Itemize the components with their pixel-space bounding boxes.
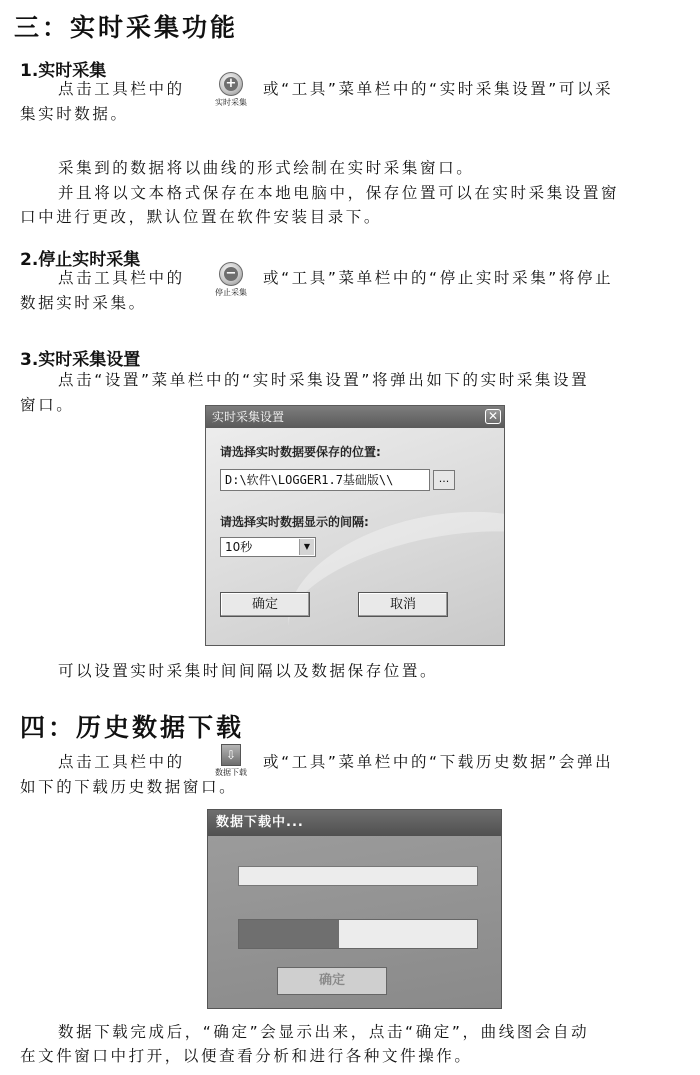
cancel-button[interactable]: 取消	[358, 592, 448, 617]
interval-value: 10秒	[225, 540, 253, 554]
para-stop-line1-end: 或“工具”菜单栏中的“停止实时采集”将停止	[263, 269, 614, 287]
chevron-down-icon[interactable]: ▼	[299, 539, 314, 555]
plus-icon: +	[219, 72, 243, 96]
close-icon[interactable]: ✕	[485, 409, 501, 424]
section-4-title: 四：历史数据下载	[20, 713, 245, 742]
ok-button[interactable]: 确定	[220, 592, 310, 617]
para-download-line1-end: 或“工具”菜单栏中的“下载历史数据”会弹出	[263, 753, 614, 771]
minus-icon: −	[219, 262, 243, 286]
para-settings-summary: 可以设置实时采集时间间隔以及数据保存位置。	[58, 662, 439, 680]
para-save-location-line2: 口中进行更改，默认位置在软件安装目录下。	[20, 208, 383, 226]
para-after-download-line1: 数据下载完成后，“确定”会显示出来，点击“确定”，曲线图会自动	[58, 1023, 590, 1041]
save-path-label: 请选择实时数据要保存的位置:	[220, 445, 381, 459]
para-realtime-line1-start: 点击工具栏中的	[58, 80, 185, 98]
heading-realtime-collect: 1.实时采集	[20, 61, 107, 81]
para-stop-line1-start: 点击工具栏中的	[58, 269, 185, 287]
icon-caption: 实时采集	[215, 98, 247, 107]
para-save-location-line1: 并且将以文本格式保存在本地电脑中，保存位置可以在实时采集设置窗	[58, 184, 620, 202]
para-download-line2: 如下的下载历史数据窗口。	[20, 778, 238, 796]
interval-label: 请选择实时数据显示的间隔:	[220, 515, 369, 529]
icon-caption: 停止采集	[215, 288, 247, 297]
status-field	[238, 866, 478, 886]
para-curve-drawing: 采集到的数据将以曲线的形式绘制在实时采集窗口。	[58, 159, 475, 177]
download-progress-bar	[238, 919, 478, 949]
para-settings-line2: 窗口。	[20, 396, 75, 414]
para-realtime-line1-end: 或“工具”菜单栏中的“实时采集设置”可以采	[263, 80, 614, 98]
browse-button[interactable]: ...	[433, 470, 455, 490]
para-download-line1-start: 点击工具栏中的	[58, 753, 185, 771]
realtime-collect-toolbar-icon[interactable]	[208, 72, 254, 110]
dialog-background-swoosh	[272, 487, 505, 646]
para-realtime-line2: 集实时数据。	[20, 105, 129, 123]
para-after-download-line2: 在文件窗口中打开，以便查看分析和进行各种文件操作。	[20, 1047, 473, 1065]
section-3-title: 三：实时采集功能	[14, 13, 239, 42]
dialog-title: 数据下载中...	[208, 810, 501, 836]
dialog-title: 实时采集设置	[206, 406, 504, 428]
stop-collect-toolbar-icon[interactable]	[208, 262, 254, 300]
para-stop-line2: 数据实时采集。	[20, 294, 147, 312]
interval-select[interactable]	[220, 537, 316, 557]
download-dialog	[207, 809, 502, 1009]
realtime-settings-dialog	[205, 405, 505, 646]
heading-stop-collect: 2.停止实时采集	[20, 250, 141, 270]
save-path-input[interactable]: D:\软件\LOGGER1.7基础版\\	[220, 469, 430, 491]
icon-caption: 数据下载	[215, 768, 247, 777]
ok-button-disabled[interactable]: 确定	[277, 967, 387, 995]
para-settings-line1: 点击“设置”菜单栏中的“实时采集设置”将弹出如下的实时采集设置	[58, 371, 590, 389]
download-icon: ⇩	[221, 744, 241, 766]
progress-fill	[239, 920, 339, 948]
heading-collect-settings: 3.实时采集设置	[20, 350, 141, 370]
